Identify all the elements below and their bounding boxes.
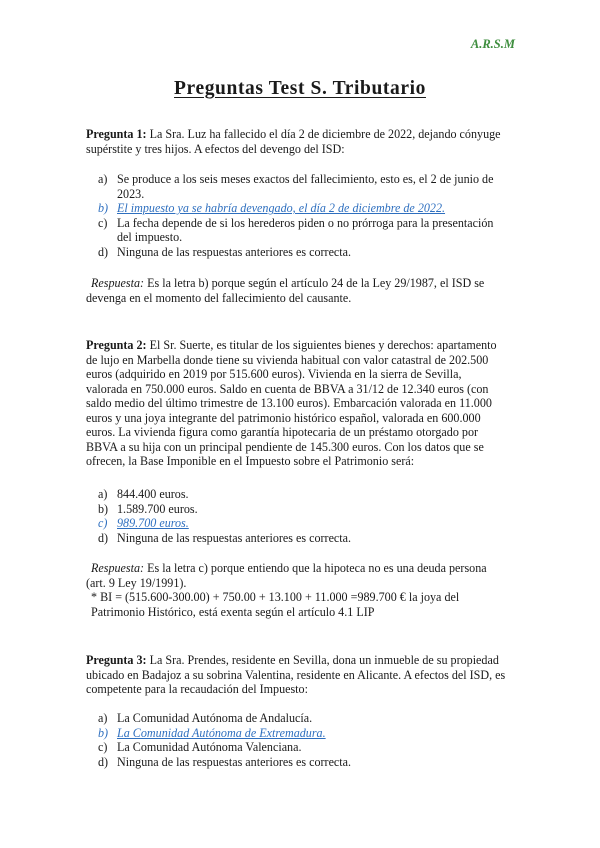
question-3 [86,653,506,697]
question-2 [86,338,506,469]
option-d: d) Ninguna de las respuestas anteriores es correcta. [98,530,352,545]
option-d: d) Ninguna de las respuestas anteriores es correcta. [98,754,352,769]
answer-note: * BI = (515.600-300.00) + 750.00 + 13.100 + 11.000 =989.700 € la joya del Patrimonio Histórico, está exenta según el artículo 4.1 LIP [91,590,460,619]
answer-label: Respuesta: [91,561,145,575]
option-a: a) Se produce a los seis meses exactos del fallecimiento, esto es, el 2 de junio de 2023. [98,172,494,201]
option-b: b) 1.589.700 euros. [98,501,198,516]
option-a: a) La Comunidad Autónoma de Andalucía. [98,711,313,725]
question-text: La Sra. Luz ha fallecido el día 2 de diciembre de 2022, dejando cónyuge supérstite y tres hijos. A efectos del devengo del ISD: [86,127,501,156]
question-1 [86,127,506,156]
question-label: Pregunta 3: [86,653,147,667]
option-b-correct: b) El impuesto ya se habría devengado, el día 2 de diciembre de 2022. [98,201,446,215]
question-label: Pregunta 1: [86,127,147,141]
question-text: La Sra. Prendes, residente en Sevilla, dona un inmueble de su propiedad ubicado en Badajoz a su sobrina Valentina, residente en Alicante. A efectos del ISD, es competente para la recaudación del Impuesto: [86,653,506,696]
question-label: Pregunta 2: [86,338,147,352]
answer-1 [86,276,506,305]
author-initials: A.R.S.M [470,37,515,51]
option-a: a) 844.400 euros. [98,487,189,501]
option-b-correct: b) La Comunidad Autónoma de Extremadura. [98,725,326,740]
options-2 [98,487,508,545]
option-c: c) La Comunidad Autónoma Valenciana. [98,740,302,754]
option-d: d) Ninguna de las respuestas anteriores es correcta. [98,244,352,259]
option-c: c) La fecha depende de si los herederos piden o no prórroga para la presentación del impuesto. [98,215,494,244]
option-c-correct: c) 989.700 euros. [98,516,189,530]
answer-text: Es la letra c) porque entiendo que la hipoteca no es una deuda persona (art. 9 Ley 19/1991). [86,561,487,590]
answer-label: Respuesta: [91,276,145,290]
page-title: Preguntas Test S. Tributario [174,78,426,99]
answer-text: Es la letra b) porque según el artículo 24 de la Ley 29/1987, el ISD se devenga en el momento del fallecimiento del causante. [86,276,485,305]
question-text: El Sr. Suerte, es titular de los siguientes bienes y derechos: apartamento de lujo en Marbella donde tiene su vivienda habitual con valor catastral de 202.500 euros (adquirido en 2019 por 515.600 euros). Vivienda en la sierra de Sevilla, valorada en 750.000 euros. Saldo en cuenta de BBVA a 31/12 de 12.340 euros (con saldo medio del último trimestre de 13.100 euros). Embarcación valorada en 11.000 euros y una joya integrante del patrimonio histórico español, valorada en 600.000 euros. La vivienda figura como garantía hipotecaria de un préstamo otorgado por BBVA a su hija con un principal pendiente de 145.300 euros. Con los datos que se ofrecen, la Base Imponible en el Impuesto sobre el Patrimonio será: [86,338,497,468]
options-3 [98,711,508,769]
answer-2 [86,561,506,619]
options-1 [98,172,508,259]
